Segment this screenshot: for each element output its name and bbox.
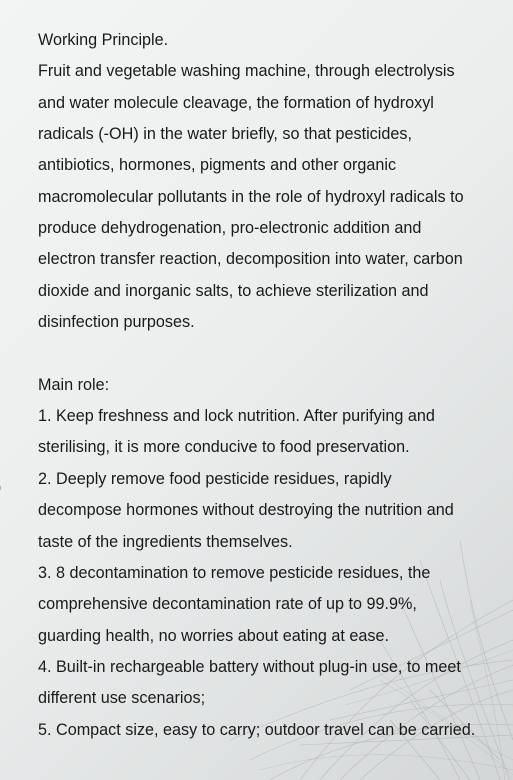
list-line: guarding health, no worries about eating at ease.: [38, 626, 389, 645]
paragraph-line: and water molecule cleavage, the formation of hydroxyl: [38, 93, 434, 112]
paragraph-line: disinfection purposes.: [38, 313, 195, 332]
paragraph-line: electron transfer reaction, decomposition into water, carbon: [38, 250, 463, 269]
list-line: decompose hormones without destroying the nutrition and: [38, 501, 454, 520]
list-line: 4. Built-in rechargeable battery without plug-in use, to meet: [38, 657, 461, 676]
list-line: different use scenarios;: [38, 689, 206, 708]
document-body: [38, 25, 510, 746]
paragraph-line: macromolecular pollutants in the role of hydroxyl radicals to: [38, 187, 464, 206]
section-spacer: [38, 338, 510, 369]
edge-mark: [0, 478, 1, 498]
list-line: 2. Deeply remove food pesticide residues, rapidly: [38, 469, 392, 488]
list-line: taste of the ingredients themselves.: [38, 532, 293, 551]
paragraph-line: antibiotics, hormones, pigments and other organic: [38, 156, 397, 175]
section-heading-main-role: Main role:: [38, 375, 110, 394]
list-line: 1. Keep freshness and lock nutrition. After purifying and: [38, 407, 435, 426]
list-line: sterilising, it is more conducive to food preservation.: [38, 438, 410, 457]
list-line: 3. 8 decontamination to remove pesticide residues, the: [38, 563, 431, 582]
paragraph-line: produce dehydrogenation, pro-electronic addition and: [38, 219, 422, 238]
list-line: comprehensive decontamination rate of up to 99.9%,: [38, 595, 417, 614]
paragraph-line: radicals (-OH) in the water briefly, so that pesticides,: [38, 125, 412, 144]
paragraph-line: dioxide and inorganic salts, to achieve sterilization and: [38, 281, 429, 300]
list-line: 5. Compact size, easy to carry; outdoor travel can be carried.: [38, 720, 476, 739]
section-heading-working-principle: Working Principle.: [38, 31, 169, 49]
paragraph-line: Fruit and vegetable washing machine, through electrolysis: [38, 62, 455, 81]
